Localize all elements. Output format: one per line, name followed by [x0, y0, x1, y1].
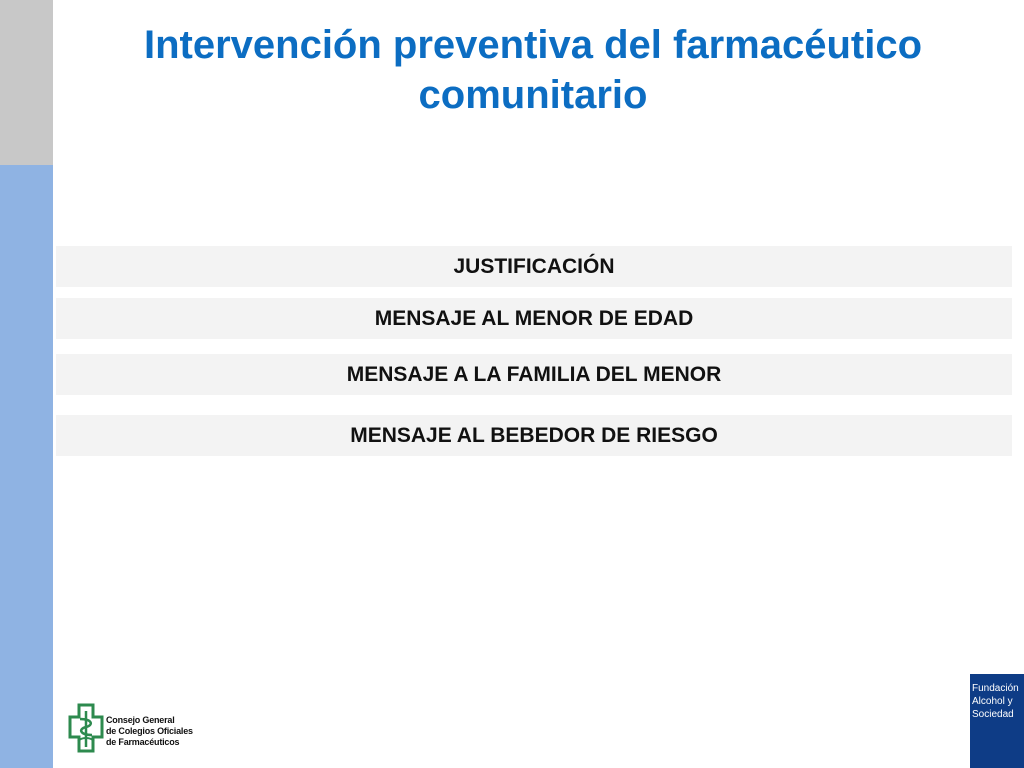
cgcof-line-3: de Farmacéuticos	[106, 737, 180, 747]
cgcof-text	[106, 715, 193, 748]
fundacion-line-2: Alcohol y	[972, 696, 1013, 707]
sidebar-gray-band	[0, 0, 53, 165]
cgcof-line-2: de Colegios Oficiales	[106, 726, 193, 736]
menu-item-justificacion[interactable]: JUSTIFICACIÓN	[56, 246, 1012, 287]
cgcof-logo	[68, 703, 193, 758]
fundacion-alcohol-sociedad-logo	[970, 674, 1024, 768]
sidebar-blue-band	[0, 165, 53, 768]
pharmacy-cross-icon	[68, 703, 104, 753]
menu-item-mensaje-familia[interactable]: MENSAJE A LA FAMILIA DEL MENOR	[56, 354, 1012, 395]
fundacion-line-3: Sociedad	[972, 709, 1014, 720]
fundacion-logo-text	[972, 682, 1024, 721]
menu-item-mensaje-menor[interactable]: MENSAJE AL MENOR DE EDAD	[56, 298, 1012, 339]
menu-item-mensaje-bebedor[interactable]: MENSAJE AL BEBEDOR DE RIESGO	[56, 415, 1012, 456]
slide-title: Intervención preventiva del farmacéutico comunitario	[143, 23, 923, 117]
cgcof-line-1: Consejo General	[106, 715, 175, 725]
fundacion-line-1: Fundación	[972, 683, 1019, 694]
